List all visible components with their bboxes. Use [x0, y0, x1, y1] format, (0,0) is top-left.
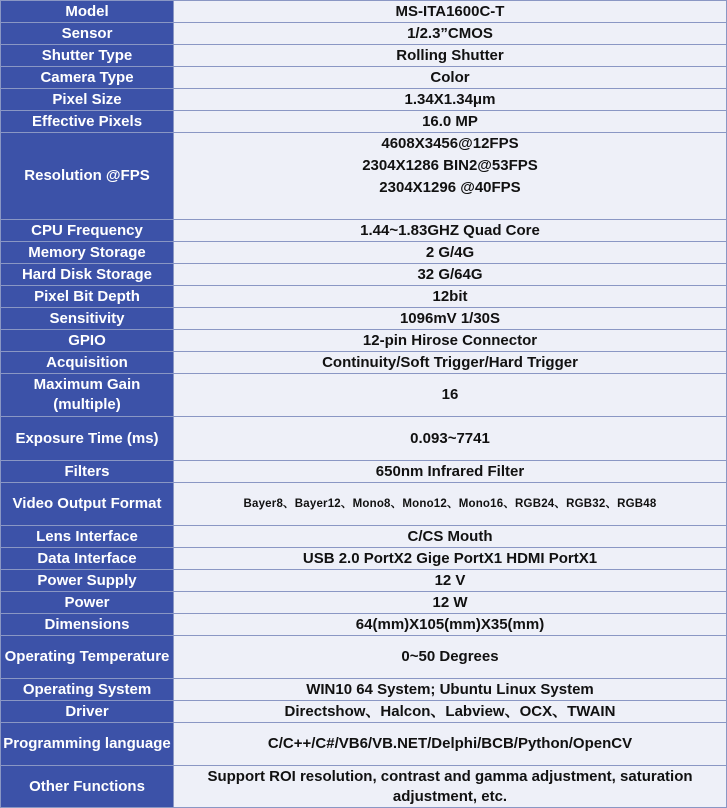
spec-value: 0~50 Degrees	[174, 636, 727, 679]
spec-row-dimensions	[1, 614, 727, 636]
spec-row-effective-pixels	[1, 111, 727, 133]
spec-row-resolution-fps	[1, 133, 727, 220]
spec-label: Acquisition	[1, 352, 174, 374]
spec-value: Continuity/Soft Trigger/Hard Trigger	[174, 352, 727, 374]
spec-value: 2 G/4G	[174, 242, 727, 264]
spec-value: Support ROI resolution, contrast and gamma adjustment, saturation adjustment, etc.	[174, 766, 727, 808]
spec-value: 12 V	[174, 570, 727, 592]
spec-value: C/CS Mouth	[174, 526, 727, 548]
spec-label: Camera Type	[1, 67, 174, 89]
spec-label: Filters	[1, 461, 174, 483]
spec-value: 16	[174, 374, 727, 417]
spec-value: 12 W	[174, 592, 727, 614]
spec-row-hard-disk-storage	[1, 264, 727, 286]
spec-label: Data Interface	[1, 548, 174, 570]
spec-value: 1.34X1.34μm	[174, 89, 727, 111]
spec-label: Power Supply	[1, 570, 174, 592]
spec-label: Lens Interface	[1, 526, 174, 548]
spec-label: Model	[1, 1, 174, 23]
spec-row-power	[1, 592, 727, 614]
resolution-line: 2304X1296 @40FPS	[379, 179, 521, 196]
spec-row-pixel-bit-depth	[1, 286, 727, 308]
spec-value: Directshow、Halcon、Labview、OCX、TWAIN	[174, 701, 727, 723]
spec-value: USB 2.0 PortX2 Gige PortX1 HDMI PortX1	[174, 548, 727, 570]
spec-value: 1.44~1.83GHZ Quad Core	[174, 220, 727, 242]
spec-row-maximum-gain	[1, 374, 727, 417]
spec-value: Rolling Shutter	[174, 45, 727, 67]
spec-row-other-functions	[1, 766, 727, 808]
spec-label: Sensitivity	[1, 308, 174, 330]
spec-row-operating-temperature	[1, 636, 727, 679]
spec-label: Pixel Size	[1, 89, 174, 111]
spec-value: 0.093~7741	[174, 417, 727, 461]
spec-label: Other Functions	[1, 766, 174, 808]
spec-row-shutter-type	[1, 45, 727, 67]
spec-value: 12-pin Hirose Connector	[174, 330, 727, 352]
spec-row-exposure-time	[1, 417, 727, 461]
spec-label: Resolution @FPS	[1, 133, 174, 220]
spec-value: 650nm Infrared Filter	[174, 461, 727, 483]
spec-row-lens-interface	[1, 526, 727, 548]
spec-label: GPIO	[1, 330, 174, 352]
spec-row-power-supply	[1, 570, 727, 592]
spec-value: Color	[174, 67, 727, 89]
spec-value: WIN10 64 System; Ubuntu Linux System	[174, 679, 727, 701]
spec-value-multiline	[174, 133, 727, 220]
spec-label: Operating System	[1, 679, 174, 701]
spec-label: Pixel Bit Depth	[1, 286, 174, 308]
spec-label: Shutter Type	[1, 45, 174, 67]
spec-row-filters	[1, 461, 727, 483]
spec-value: MS-ITA1600C-T	[174, 1, 727, 23]
spec-label: Maximum Gain (multiple)	[1, 374, 174, 417]
spec-row-model	[1, 1, 727, 23]
spec-value: 32 G/64G	[174, 264, 727, 286]
spec-label: Dimensions	[1, 614, 174, 636]
spec-label: Hard Disk Storage	[1, 264, 174, 286]
spec-label: Exposure Time (ms)	[1, 417, 174, 461]
spec-value: 64(mm)X105(mm)X35(mm)	[174, 614, 727, 636]
spec-label: Memory Storage	[1, 242, 174, 264]
spec-row-memory-storage	[1, 242, 727, 264]
resolution-line: 2304X1286 BIN2@53FPS	[362, 157, 538, 174]
spec-row-pixel-size	[1, 89, 727, 111]
spec-row-video-output-format	[1, 483, 727, 526]
spec-row-sensitivity	[1, 308, 727, 330]
spec-row-data-interface	[1, 548, 727, 570]
spec-row-cpu-frequency	[1, 220, 727, 242]
spec-row-programming-language	[1, 723, 727, 766]
spec-row-sensor	[1, 23, 727, 45]
spec-label: Programming language	[1, 723, 174, 766]
spec-label: Sensor	[1, 23, 174, 45]
spec-value: 1/2.3”CMOS	[174, 23, 727, 45]
spec-label: Operating Temperature	[1, 636, 174, 679]
spec-value: 1096mV 1/30S	[174, 308, 727, 330]
spec-value: C/C++/C#/VB6/VB.NET/Delphi/BCB/Python/OpenCV	[174, 723, 727, 766]
spec-label: Video Output Format	[1, 483, 174, 526]
spec-row-camera-type	[1, 67, 727, 89]
spec-row-gpio	[1, 330, 727, 352]
resolution-line: 4608X3456@12FPS	[381, 135, 519, 152]
spec-value: 12bit	[174, 286, 727, 308]
spec-row-operating-system	[1, 679, 727, 701]
spec-label: Power	[1, 592, 174, 614]
spec-label: Driver	[1, 701, 174, 723]
spec-row-acquisition	[1, 352, 727, 374]
spec-label: CPU Frequency	[1, 220, 174, 242]
spec-row-driver	[1, 701, 727, 723]
spec-label: Effective Pixels	[1, 111, 174, 133]
spec-value: Bayer8、Bayer12、Mono8、Mono12、Mono16、RGB24、RGB32、RGB48	[174, 483, 727, 526]
spec-value: 16.0 MP	[174, 111, 727, 133]
